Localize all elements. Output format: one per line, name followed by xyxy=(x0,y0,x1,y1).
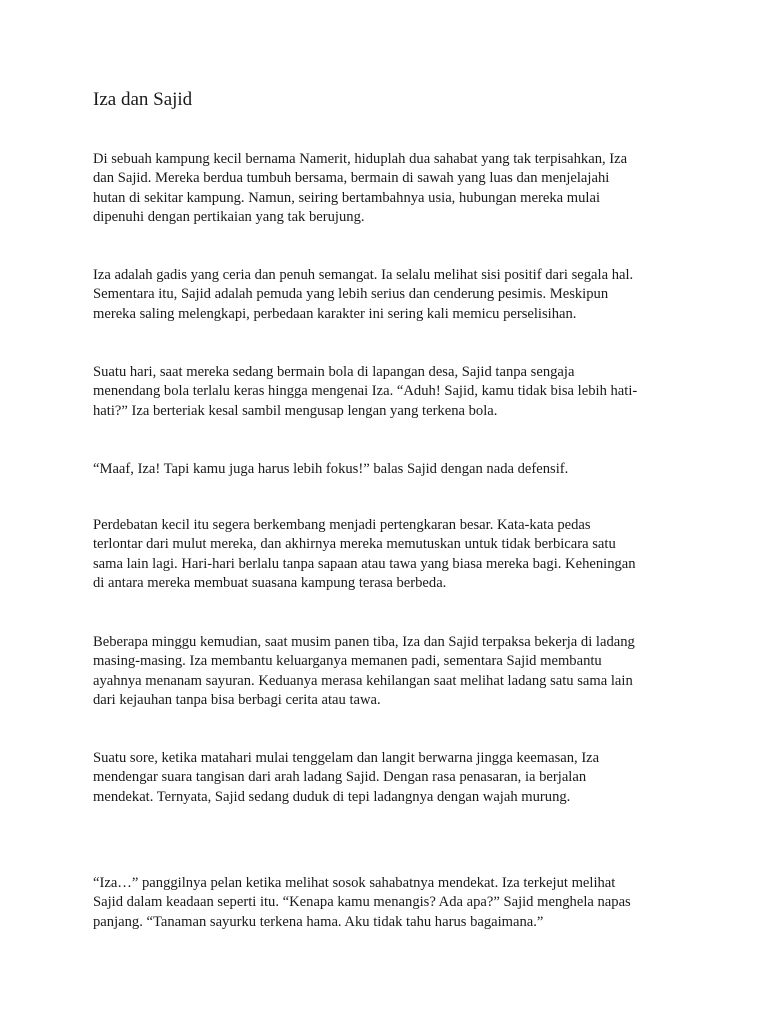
paragraph-6: Beberapa minggu kemudian, saat musim panen tiba, Iza dan Sajid terpaksa bekerja di ladang masing-masing. Iza membantu keluarganya memanen padi, sementara Sajid membantu ayahnya menanam sayuran. Keduanya merasa kehilangan saat melihat ladang satu sama lain dari kejauhan tanpa bisa berbagi cerita atau tawa. xyxy=(93,634,635,709)
paragraph-3: Suatu hari, saat mereka sedang bermain bola di lapangan desa, Sajid tanpa sengaja menendang bola terlalu keras hingga mengenai Iza. “Aduh! Sajid, kamu tidak bisa lebih hati- hati?” Iza berteriak kesal sambil mengusap lengan yang terkena bola. xyxy=(93,364,638,419)
paragraph-2: Iza adalah gadis yang ceria dan penuh semangat. Ia selalu melihat sisi positif dari segala hal. Sementara itu, Sajid adalah pemuda yang lebih serius dan cenderung pesimis. Meskipun mereka saling melengkapi, perbedaan karakter ini sering kali memicu perselisihan. xyxy=(93,267,634,322)
paragraph-5: Perdebatan kecil itu segera berkembang menjadi pertengkaran besar. Kata-kata pedas terlontar dari mulut mereka, dan akhirnya mereka memutuskan untuk tidak berbicara satu sama lain lagi. Hari-hari berlalu tanpa sapaan atau tawa yang biasa mereka bagi. Keheningan di antara mereka membuat suasana kampung terasa berbeda. xyxy=(93,517,636,592)
paragraph-7: Suatu sore, ketika matahari mulai tenggelam dan langit berwarna jingga keemasan, Iza mendengar suara tangisan dari arah ladang Sajid. Dengan rasa penasaran, ia berjalan mendekat. Ternyata, Sajid sedang duduk di tepi ladangnya dengan wajah murung. xyxy=(93,750,600,805)
document-title: Iza dan Sajid xyxy=(93,89,193,110)
paragraph-1: Di sebuah kampung kecil bernama Namerit, hiduplah dua sahabat yang tak terpisahkan, Iza dan Sajid. Mereka berdua tumbuh bersama, bermain di sawah yang luas dan menjelajahi hutan di sekitar kampung. Namun, seiring bertambahnya usia, hubungan mereka mulai dipenuhi dengan pertikaian yang tak berujung. xyxy=(93,151,628,226)
paragraph-8: “Iza…” panggilnya pelan ketika melihat sosok sahabatnya mendekat. Iza terkejut melihat Sajid dalam keadaan seperti itu. “Kenapa kamu menangis? Ada apa?” Sajid menghela napas panjang. “Tanaman sayurku terkena hama. Aku tidak tahu harus bagaimana.” xyxy=(93,875,631,930)
paragraph-4: “Maaf, Iza! Tapi kamu juga harus lebih fokus!” balas Sajid dengan nada defensif. xyxy=(93,461,569,477)
